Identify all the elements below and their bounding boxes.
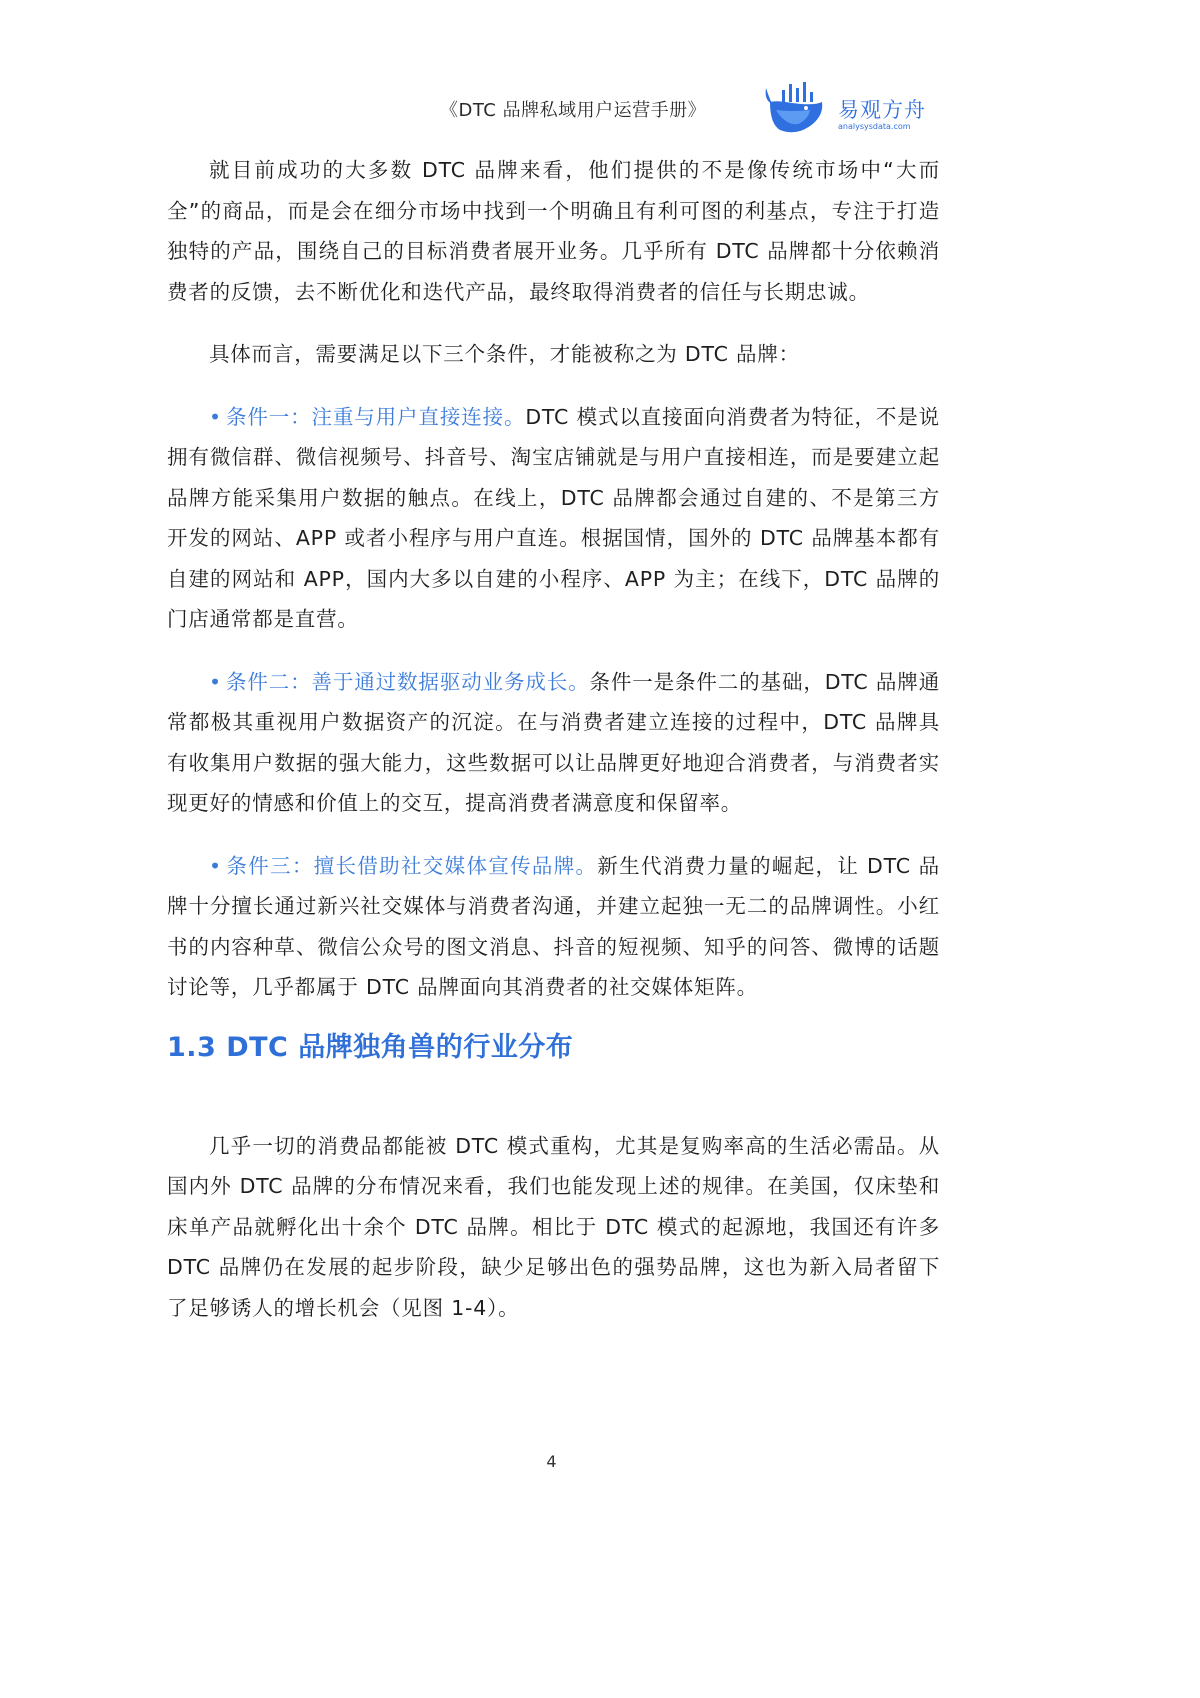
logo-url: analysysdata.com [838,122,911,131]
paragraph-conditions-intro: 具体而言，需要满足以下三个条件，才能被称之为 DTC 品牌： [209,342,800,366]
condition-text: 条件一是条件二的基础，DTC 品牌通常都极其重视用户数据资产的沉淀。在与消费者建立连接的过程中，DTC 品牌具有收集用户数据的强大能力，这些数据可以让品牌更好地迎合消费者，与消费者实现更好的情感和价值上的交互，提高消费者满意度和保留率。 [167,669,940,815]
condition-label: 条件一：注重与用户直接连接。 [225,404,526,429]
condition-text: 新生代消费力量的崛起，让 DTC 品牌十分擅长通过新兴社交媒体与消费者沟通，并建立起独一无二的品牌调性。小红书的内容种草、微信公众号的图文消息、抖音的短视频、知乎的问答、微博的话题讨论等，几乎都属于 DTC 品牌面向其消费者的社交媒体矩阵。 [167,853,940,999]
bullet-icon: • [209,404,222,429]
document-body [167,150,940,1328]
condition-label: 条件二：善于通过数据驱动业务成长。 [225,669,590,694]
document-title: 《DTC 品牌私域用户运营手册》 [440,100,707,121]
section-heading: 1.3 DTC 品牌独角兽的行业分布 [167,1031,574,1063]
condition-item [167,397,940,640]
condition-text: DTC 模式以直接面向消费者为特征，不是说拥有微信群、微信视频号、抖音号、淘宝店铺就是与用户直接相连，而是要建立起品牌方能采集用户数据的触点。在线上，DTC 品牌都会通过自建的、不是第三方开发的网站、APP 或者小程序与用户直连。根据国情，国外的 DTC 品牌基本都有自建的网站和 APP，国内大多以自建的小程序、APP 为主；在线下，DTC 品牌的门店通常都是直营。 [167,404,940,631]
condition-item [167,662,940,824]
page-number: 4 [546,1452,557,1471]
brand-logo [762,80,926,140]
condition-label: 条件三：擅长借助社交媒体宣传品牌。 [225,853,598,878]
section-paragraph: 几乎一切的消费品都能被 DTC 模式重构，尤其是复购率高的生活必需品。从国内外 DTC 品牌的分布情况来看，我们也能发现上述的规律。在美国，仅床垫和床单产品就孵化出十余个 DTC 品牌。相比于 DTC 模式的起源地，我国还有许多 DTC 品牌仍在发展的起步阶段，缺少足够出色的强势品牌，这也为新入局者留下了足够诱人的增长机会（见图 1-4）。 [167,1133,940,1320]
whale-logo-icon [762,80,836,140]
bullet-icon: • [209,669,222,694]
logo-name: 易观方舟 [838,98,926,122]
page-header [0,0,1103,150]
bullet-icon: • [209,853,222,878]
condition-item [167,846,940,1008]
paragraph-intro: 就目前成功的大多数 DTC 品牌来看，他们提供的不是像传统市场中“大而全”的商品，而是会在细分市场中找到一个明确且有利可图的利基点，专注于打造独特的产品，围绕自己的目标消费者展开业务。几乎所有 DTC 品牌都十分依赖消费者的反馈，去不断优化和迭代产品，最终取得消费者的信任与长期忠诚。 [167,158,940,304]
